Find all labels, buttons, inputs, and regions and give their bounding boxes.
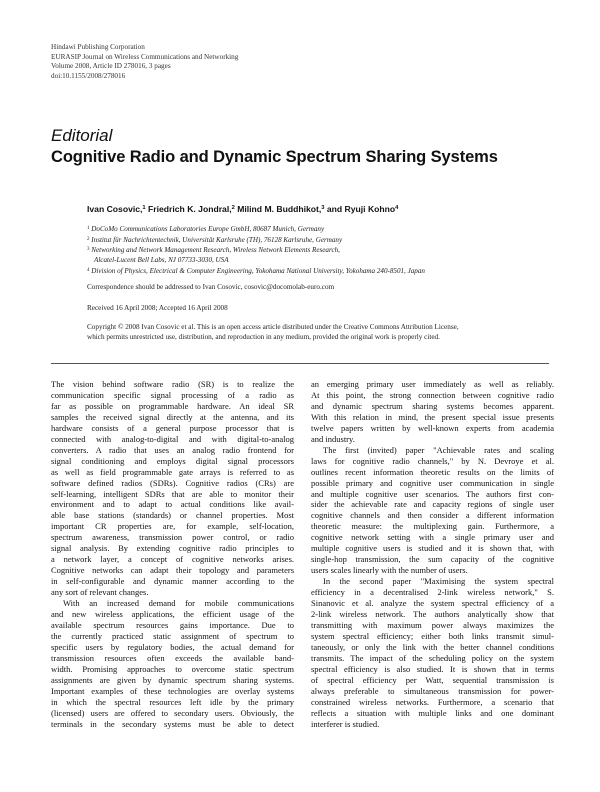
- publisher-line: Hindawi Publishing Corporation: [51, 43, 145, 51]
- section-label: Editorial: [51, 126, 113, 145]
- body-text-line: transmission resources often exceeds the available band-: [51, 652, 294, 663]
- journal-masthead: [51, 43, 238, 81]
- header-divider: [51, 363, 549, 364]
- body-text-line: (licensed) users are offered to secondary users. Obviously, the: [51, 707, 294, 718]
- body-text-line: assignments are given by dynamic spectrum sharing systems.: [51, 674, 294, 685]
- body-text-line: and multiple cognitive user scenarios. The authors first con-: [311, 488, 554, 499]
- affiliation: $^2$ Institut für Nachrichtentechnik, Universität Karlsruhe (TH), 76128 Karlsruhe, Germany: [87, 235, 343, 244]
- body-text-line: spectrum awareness, transmission power control, or radio: [51, 532, 294, 543]
- body-text-line: and industry.: [311, 433, 355, 444]
- body-text-line: environment and to adapt to actual conditions like avail-: [51, 499, 294, 510]
- body-text-line: With an increased demand for mobile communications: [63, 598, 294, 609]
- author-name: and Ryuji Kohno: [326, 204, 396, 214]
- body-text-line: a network layer, a concept of cognitive networks arises.: [51, 554, 294, 565]
- body-text-line: efficiency in a decentralised 2-link wireless network," S.: [311, 587, 554, 598]
- body-text-line: spectral efficiency is also studied. It is shown that in terms: [311, 663, 554, 674]
- body-text-line: of spectral efficiency per Watt, sequential transmission is: [311, 674, 554, 685]
- body-text-line: samples the received signal directly at the antenna, and its: [51, 411, 294, 422]
- body-text-line: laws for cognitive radio channels," by N. Devroye et al.: [311, 455, 554, 466]
- body-text-line: transmitting with maximum power always maximizes the: [311, 619, 554, 630]
- body-text-line: cognitive channels and then consider a different information: [311, 510, 554, 521]
- body-text-line: 2-link wireless network. The authors analytically show that: [311, 609, 554, 620]
- body-text-line: any sort of relevant changes.: [51, 587, 149, 598]
- body-text-line: an emerging primary user immediately as well as reliably.: [311, 379, 554, 389]
- affiliation: $^4$ Division of Physics, Electrical & Computer Engineering, Yokohama National University, Yokohama 240-8501, Japan: [87, 266, 425, 275]
- body-text-line: able base stations (standards) or channel properties. Most: [51, 510, 294, 521]
- body-text-line: communication specific signal processing of a radio as: [51, 389, 294, 400]
- volume-line: Volume 2008, Article ID 278016, 3 pages: [51, 62, 171, 71]
- affiliations: [87, 224, 425, 277]
- author-sup: 1: [142, 205, 146, 211]
- body-text-line: cognitive network setting with a single primary user and: [311, 532, 554, 543]
- copyright-notice: [87, 322, 559, 342]
- body-text-line: With this relation in mind, the present special issue presents: [311, 411, 554, 422]
- body-text-line: At this point, the strong connection between cognitive radio: [311, 389, 554, 400]
- body-text-line: interferer is studied.: [311, 718, 380, 729]
- body-text-line: signal analysis. By extending cognitive radio principles to: [51, 543, 294, 554]
- author-sup: 2: [231, 205, 235, 211]
- body-text-line: connected with analog-to-digital and with digital-to-analog: [51, 433, 294, 444]
- correspondence: Correspondence should be addressed to Ivan Cosovic, cosovic@docomolab-euro.com: [87, 283, 335, 291]
- paper-title: Cognitive Radio and Dynamic Spectrum Sharing Systems: [51, 148, 498, 166]
- copyright-line: which permits unrestricted use, distribution, and reproduction in any medium, provided the original work is properly cited.: [87, 333, 440, 342]
- body-text-line: Important examples of these technologies are overlay systems: [51, 685, 294, 696]
- body-text-line: hardware consists of a general purpose processor that is: [51, 422, 294, 433]
- body-text-line: signal conditioning and employs digital signal processors: [51, 455, 294, 466]
- body-text-line: in which the spectral resources left idle by the primary: [51, 696, 294, 707]
- body-text-line: Sinanovic et al. analyze the system spectral efficiency of a: [311, 598, 554, 609]
- body-text-line: in self-configurable and dynamic manner according to the: [51, 576, 294, 587]
- affiliation: $^1$ DoCoMo Communications Laboratories Europe GmbH, 80687 Munich, Germany: [87, 225, 325, 233]
- affiliation-continued: Alcatel-Lucent Bell Labs, NJ 07733-3030, USA: [94, 256, 229, 265]
- body-text-line: and dynamic spectrum sharing systems becomes apparent.: [311, 400, 554, 411]
- copyright-line: Copyright © 2008 Ivan Cosovic et al. This is an open access article distributed under the Creative Commons Attribution License,: [87, 323, 459, 331]
- body-column-right: [311, 379, 554, 730]
- author-name: Friedrich K. Jondral,: [148, 204, 232, 214]
- body-column-left: [51, 379, 294, 730]
- journal-line: EURASIP Journal on Wireless Communications and Networking: [51, 52, 239, 61]
- body-text-line: always preferable to simultaneous transmission for power-: [311, 685, 554, 696]
- body-text-line: taneously, or only the link with the better channel conditions: [311, 641, 554, 652]
- body-text-line: twelve papers written by well-known experts from academia: [311, 422, 554, 433]
- body-text-line: important CR properties are, for example, self-location,: [51, 521, 294, 532]
- body-text-line: system spectral efficiency; either both links transmit simul-: [311, 630, 554, 641]
- author-sup: 4: [395, 205, 399, 211]
- body-text-line: self-learning, intelligent SDRs that are able to monitor their: [51, 488, 294, 499]
- body-text-line: reflects a situation with multiple links and one dominant: [311, 707, 554, 718]
- body-text-line: The vision behind software radio (SR) is to realize the: [51, 379, 294, 389]
- body-text-line: the currently practiced static assignment of spectrum to: [51, 630, 294, 641]
- body-text-line: possible primary and cognitive user communication in single: [311, 477, 554, 488]
- author-sup: 3: [321, 205, 325, 211]
- body-text-line: Cognitive networks can adapt their topology and parameters: [51, 565, 294, 576]
- body-text-line: users scales linearly with the number of users.: [311, 565, 468, 576]
- body-text-line: single-hop transmission, the sum capacity of the cognitive: [311, 554, 554, 565]
- author-list: [87, 204, 398, 214]
- body-text-line: constrained wireless networks. Furthermore, a scenario that: [311, 696, 554, 707]
- received-accepted-dates: Received 16 April 2008; Accepted 16 April 2008: [87, 304, 228, 312]
- body-text-line: transmits. The impact of the scheduling policy on the system: [311, 652, 554, 663]
- body-text-line: converters. A radio that uses an analog radio frontend for: [51, 444, 294, 455]
- body-text-line: far as possible on programmable hardware. An ideal SR: [51, 400, 294, 411]
- body-text-line: available spectrum resources gains importance. Due to: [51, 619, 294, 630]
- body-text-line: as well as field programmable gate arrays is referred to as: [51, 466, 294, 477]
- body-text-line: The first (invited) paper "Achievable rates and scaling: [323, 444, 554, 455]
- author-name: Milind M. Buddhikot,: [237, 204, 322, 214]
- doi-line: doi:10.1155/2008/278016: [51, 71, 126, 80]
- author-name: Ivan Cosovic,: [87, 204, 143, 214]
- body-text-line: software defined radios (SDRs). Cognitive radios (CRs) are: [51, 477, 294, 488]
- body-text-line: outlines recent information theoretic results on the limits of: [311, 466, 554, 477]
- body-text-line: and new wireless applications, the efficient usage of the: [51, 609, 294, 620]
- body-text-line: width. Promising approaches to overcome static spectrum: [51, 663, 294, 674]
- body-text-line: multiple cognitive users is studied and it is shown that, with: [311, 543, 554, 554]
- body-text-line: terminals in the secondary systems must be able to detect: [51, 718, 294, 729]
- body-text-line: theoretic measure: the multiplexing gain. Furthermore, a: [311, 521, 554, 532]
- body-text-line: In the second paper "Maximising the system spectral: [323, 576, 554, 587]
- body-text-line: specific users by regulatory bodies, the actual demand for: [51, 641, 294, 652]
- body-text-line: sider the achievable rate and capacity regions of single user: [311, 499, 554, 510]
- affiliation: $^3$ Networking and Network Management Research, Wireless Network Elements Research,: [87, 246, 340, 255]
